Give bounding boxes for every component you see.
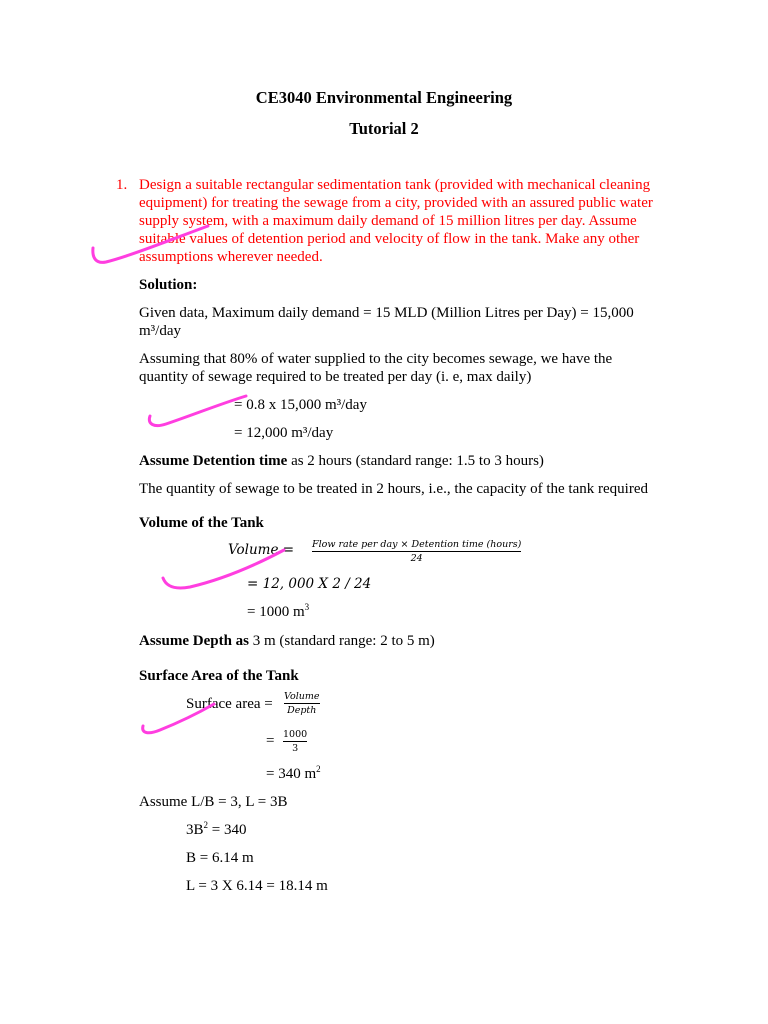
surface-lhs: Surface area = xyxy=(186,696,273,712)
assume-line-1: Assuming that 80% of water supplied to the city becomes sewage, we have the xyxy=(139,351,613,367)
solution-heading: Solution: xyxy=(139,277,198,293)
assume-line-2: quantity of sewage required to be treated per day (i. e, max daily) xyxy=(139,369,532,385)
capacity-line: The quantity of sewage to be treated in 2 hours, i.e., the capacity of the tank required xyxy=(139,481,648,497)
question-line-2: equipment) for treating the sewage from a city, provided with an assured public water xyxy=(139,195,653,211)
detention-line xyxy=(139,453,544,470)
question-line-5: assumptions wherever needed. xyxy=(139,249,323,265)
question-line-3: supply system, with a maximum daily demand of 15 million litres per day. Assume xyxy=(139,213,637,229)
calc-line-2: = 12,000 m³/day xyxy=(234,425,334,441)
l-value-line: L = 3 X 6.14 = 18.14 m xyxy=(186,878,328,894)
depth-label: Assume Depth as xyxy=(139,633,250,649)
b-squared-exponent: 2 xyxy=(203,820,209,830)
volume-lhs: Volume = xyxy=(228,542,295,558)
tutorial-title: Tutorial 2 xyxy=(349,119,419,138)
check-mark-group xyxy=(93,226,284,733)
surface-result-exponent: 2 xyxy=(316,764,321,774)
surface-step-fraction xyxy=(283,729,307,754)
volume-denominator: 24 xyxy=(410,553,423,564)
surface-result xyxy=(266,766,321,783)
b-squared-base: 3B xyxy=(186,822,204,838)
volume-numerator: Flow rate per day × Detention time (hours) xyxy=(312,539,522,550)
surface-numerator: Volume xyxy=(284,691,320,702)
question-line-1: Design a suitable rectangular sedimentation tank (provided with mechanical cleaning xyxy=(139,177,651,193)
question-line-4: suitable values of detention period and velocity of flow in the tank. Make any other xyxy=(139,231,640,247)
given-line-1: Given data, Maximum daily demand = 15 MLD (Million Litres per Day) = 15,000 xyxy=(139,305,634,321)
volume-heading: Volume of the Tank xyxy=(139,515,264,531)
volume-fraction xyxy=(312,539,521,564)
surface-fraction xyxy=(284,691,320,716)
b-squared-line xyxy=(186,822,246,839)
surface-step-eq: = xyxy=(266,733,275,749)
volume-result-exponent: 3 xyxy=(304,602,310,612)
detention-label: Assume Detention time xyxy=(139,453,288,469)
volume-step: = 12, 000 X 2 / 24 xyxy=(247,576,372,592)
volume-result-text: = 1000 m xyxy=(247,604,305,620)
b-squared-value: = 340 xyxy=(208,822,247,838)
surface-heading: Surface Area of the Tank xyxy=(139,668,299,684)
depth-text: 3 m (standard range: 2 to 5 m) xyxy=(249,633,435,649)
surface-step-numerator: 1000 xyxy=(283,729,308,740)
surface-result-text: = 340 m xyxy=(266,766,317,782)
calc-line-1: = 0.8 x 15,000 m³/day xyxy=(234,397,367,413)
volume-result xyxy=(247,604,309,621)
course-title: CE3040 Environmental Engineering xyxy=(255,88,513,107)
depth-line xyxy=(139,633,435,650)
b-value-line: B = 6.14 m xyxy=(186,850,254,866)
given-line-2: m³/day xyxy=(139,323,181,339)
detention-text: as 2 hours (standard range: 1.5 to 3 hours) xyxy=(287,453,544,469)
surface-denominator: Depth xyxy=(287,705,317,716)
ratio-line: Assume L/B = 3, L = 3B xyxy=(139,794,288,810)
surface-step-denominator: 3 xyxy=(292,743,299,754)
check-mark-2 xyxy=(149,396,246,426)
question-number: 1. xyxy=(116,177,128,193)
